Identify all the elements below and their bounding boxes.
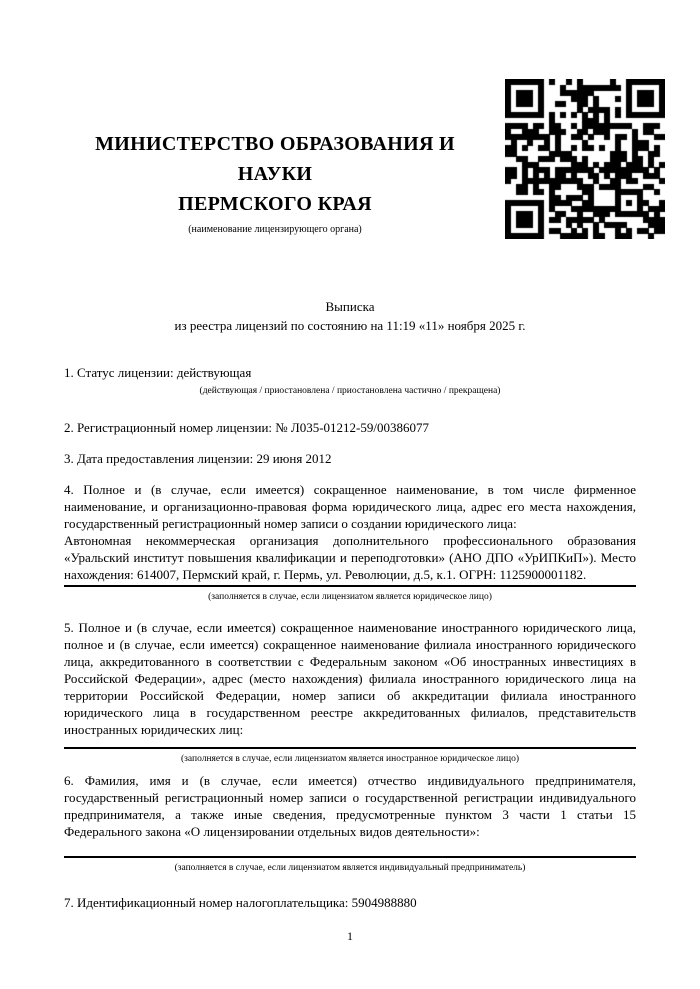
extract-subtitle: из реестра лицензий по состоянию на 11:19 «11» ноября 2025 г.	[174, 318, 526, 333]
legal-entity-value: Автономная некоммерческая организация дополнительного профессионального образования «Уральский институт повышения квалификации и переподготовки» (АНО ДПО «УрИПКиП»). Место нахождения: 614007, Пермский край, г. Пермь, ул. Революции, д.5, к.1. ОГРН: 1125900001182.	[64, 532, 636, 587]
extract-title-block	[64, 297, 636, 335]
qr-code-image	[505, 79, 665, 239]
ministry-name-line2: ПЕРМСКОГО КРАЯ	[178, 193, 372, 215]
foreign-entity-section	[64, 619, 636, 765]
registration-number-line: 2. Регистрационный номер лицензии: № Л035-01212-59/00386077	[64, 420, 430, 435]
registration-number-section	[64, 419, 636, 436]
legal-entity-label: 4. Полное и (в случае, если имеется) сокращенное наименование, в том числе фирменное наименование, и организационно-правовая форма юридического лица, адрес его места нахождения, государственный регистрационный номер записи о создании юридического лица:	[64, 482, 636, 531]
inn-line: 7. Идентификационный номер налогоплательщика: 5904988880	[64, 895, 417, 910]
grant-date-line: 3. Дата предоставления лицензии: 29 июня 2012	[64, 451, 332, 466]
foreign-entity-caption: (заполняется в случае, если лицензиатом является иностранное юридическое лицо)	[181, 754, 519, 764]
entrepreneur-label: 6. Фамилия, имя и (в случае, если имеется) отчество индивидуального предпринимателя, государственный регистрационный номер записи о государственной регистрации индивидуального предпринимателя, а также иные сведения, предусмотренные пунктом 3 части 1 статьи 15 Федерального закона «О лицензировании отдельных видов деятельности»:	[64, 773, 636, 839]
legal-entity-caption: (заполняется в случае, если лицензиатом является юридическое лицо)	[208, 592, 492, 602]
entrepreneur-section	[64, 772, 636, 874]
status-options-caption: (действующая / приостановлена / приостановлена частично / прекращена)	[199, 386, 501, 396]
license-status-line: 1. Статус лицензии: действующая	[64, 365, 252, 380]
page-number: 1	[347, 929, 353, 943]
legal-entity-section	[64, 481, 636, 603]
entrepreneur-caption: (заполняется в случае, если лицензиатом является индивидуальный предприниматель)	[174, 863, 526, 873]
extract-title: Выписка	[325, 299, 375, 314]
foreign-entity-label: 5. Полное и (в случае, если имеется) сокращенное наименование иностранного юридического лица, полное и (в случае, если имеется) сокращенное наименование филиала иностранного юридического лица, аккредитованного в соответствии с Федеральным законом «Об иностранных инвестициях в Российской Федерации», адрес (место нахождения) филиала иностранного юридического лица на территории Российской Федерации, номер записи об аккредитации филиала иностранного юридического лица в государственном реестре аккредитованных филиалов, представительств иностранных юридических лиц:	[64, 620, 636, 737]
licensing-authority-header	[65, 129, 485, 236]
entrepreneur-blank-line	[64, 840, 636, 858]
inn-section	[64, 894, 636, 911]
ministry-name-line1: МИНИСТЕРСТВО ОБРАЗОВАНИЯ И НАУКИ	[95, 133, 455, 185]
qr-code	[505, 79, 665, 239]
grant-date-section	[64, 450, 636, 467]
license-status-section	[64, 364, 636, 397]
ministry-caption: (наименование лицензирующего органа)	[188, 224, 362, 235]
foreign-entity-blank-line	[64, 738, 636, 749]
